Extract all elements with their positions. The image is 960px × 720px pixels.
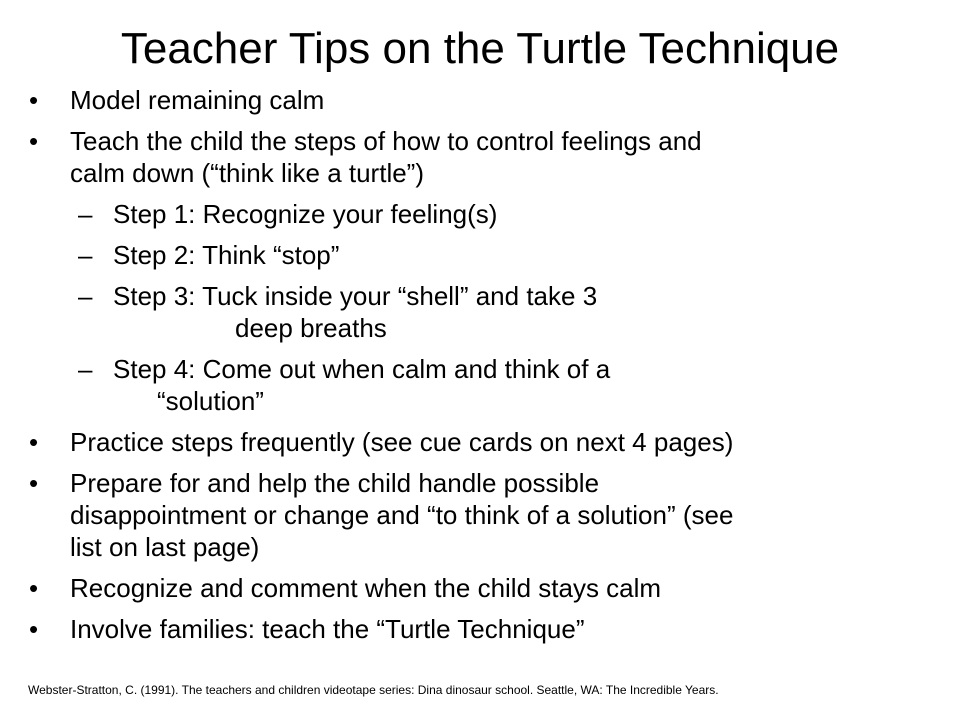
bullet-marker: • [29,427,39,457]
sub-bullet-marker: – [78,281,93,311]
sub-bullet-text: “solution” [157,386,264,416]
bullet-text: Involve families: teach the “Turtle Technique” [70,614,585,644]
bullet-item [0,125,960,189]
bullet-text: list on last page) [70,532,260,562]
bullet-text: Recognize and comment when the child stays calm [70,573,662,603]
citation: Webster-Stratton, C. (1991). The teachers and children videotape series: Dina dinosaur school. Seattle, WA: The Incredible Years. [28,683,719,697]
bullet-marker: • [29,468,39,498]
sub-bullet-text: Step 3: Tuck inside your “shell” and take 3 [113,281,598,311]
sub-bullet-item [0,353,960,417]
bullet-marker: • [29,573,39,603]
bullet-item [0,613,960,645]
sub-bullet-text: Step 4: Come out when calm and think of a [113,354,611,384]
sub-bullet-text: deep breaths [235,313,387,343]
sub-bullet-marker: – [78,240,93,270]
bullet-text: disappointment or change and “to think of a solution” (see [70,500,734,530]
sub-bullet-item [0,239,960,271]
sub-bullet-text: Step 1: Recognize your feeling(s) [113,199,498,229]
bullet-item [0,467,960,563]
bullet-text: Teach the child the steps of how to control feelings and [70,126,702,156]
sub-bullet-text: Step 2: Think “stop” [113,240,340,270]
sub-bullet-item [0,280,960,344]
bullet-text: Model remaining calm [70,85,325,115]
sub-bullet-marker: – [78,199,93,229]
bullet-text: Practice steps frequently (see cue cards on next 4 pages) [70,427,734,457]
slide-title: Teacher Tips on the Turtle Technique [120,24,840,73]
bullet-marker: • [29,85,39,115]
sub-bullet-marker: – [78,354,93,384]
bullet-marker: • [29,614,39,644]
bullet-list [0,84,960,654]
bullet-text: Prepare for and help the child handle possible [70,468,600,498]
sub-bullet-item [0,198,960,230]
bullet-item [0,426,960,458]
bullet-marker: • [29,126,39,156]
bullet-item [0,572,960,604]
bullet-text: calm down (“think like a turtle”) [70,158,424,188]
bullet-item [0,84,960,116]
